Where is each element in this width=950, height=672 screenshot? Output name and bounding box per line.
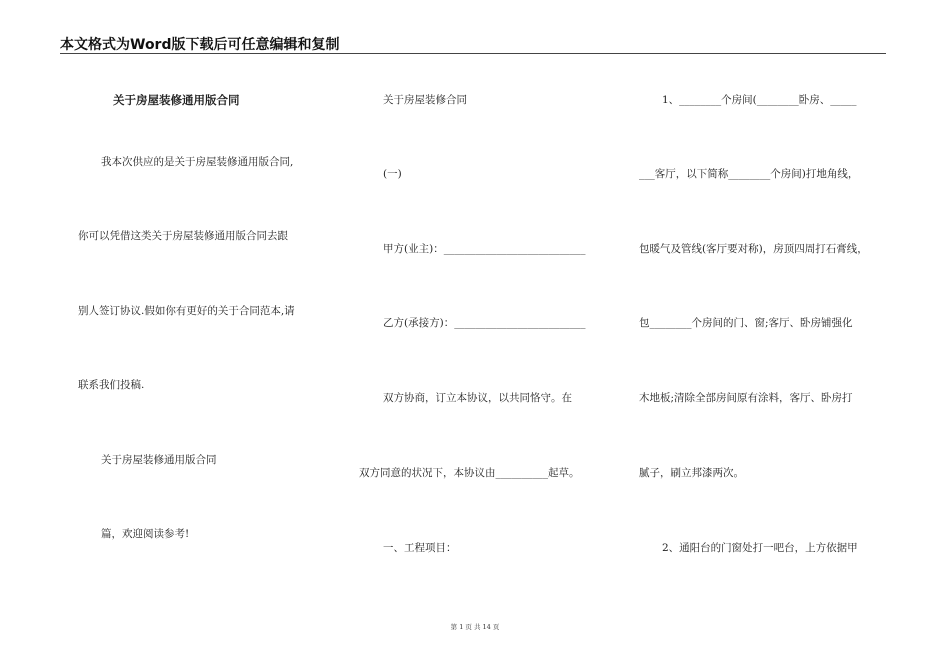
section-heading: 一、工程项目： xyxy=(383,542,457,554)
document-header-title: 本文格式为Word版下载后可任意编辑和复制 xyxy=(60,37,340,53)
paragraph-line: 关于房屋装修通用版合同 xyxy=(101,454,217,466)
paragraph-line: (一) xyxy=(383,168,402,180)
paragraph-line: 1、________个房间(________卧房、_____ xyxy=(662,94,857,106)
column-2 xyxy=(340,0,630,672)
document-title: 关于房屋装修通用版合同 xyxy=(113,93,240,107)
paragraph-line: 腻子，刷立邦漆两次。 xyxy=(639,467,744,479)
paragraph-line: 双方协商，订立本协议，以共同恪守。在 xyxy=(383,392,572,404)
paragraph-line: 双方同意的状况下，本协议由__________起草。 xyxy=(359,467,580,479)
paragraph-line: 甲方(业主)：___________________________ xyxy=(383,243,586,255)
column-3 xyxy=(630,0,900,672)
column-1 xyxy=(0,0,340,672)
paragraph-line: 别人签订协议.假如你有更好的关于合同范本,请 xyxy=(78,305,295,317)
paragraph-line: 你可以凭借这类关于房屋装修通用版合同去跟 xyxy=(78,230,288,242)
paragraph-line: ___客厅，以下简称________个房间)打地角线， xyxy=(639,168,859,180)
paragraph-line: 乙方(承接方)：_________________________ xyxy=(383,317,586,329)
page-number-footer: 第 1 页 共 14 页 xyxy=(450,623,500,631)
paragraph-line: 联系我们投稿. xyxy=(78,379,145,391)
paragraph-line: 包________个房间的门、窗;客厅、卧房铺强化 xyxy=(639,317,853,329)
paragraph-line: 包暖气及管线(客厅要对称)，房顶四周打石膏线， xyxy=(639,243,868,255)
paragraph-line: 篇，欢迎阅读参考! xyxy=(101,528,190,540)
paragraph-line: 我本次供应的是关于房屋装修通用版合同, xyxy=(101,156,294,168)
paragraph-line: 2、通阳台的门窗处打一吧台，上方依据甲 xyxy=(662,542,858,554)
paragraph-line: 木地板;清除全部房间原有涂料，客厅、卧房打 xyxy=(639,392,853,404)
paragraph-line: 关于房屋装修合同 xyxy=(383,94,467,106)
